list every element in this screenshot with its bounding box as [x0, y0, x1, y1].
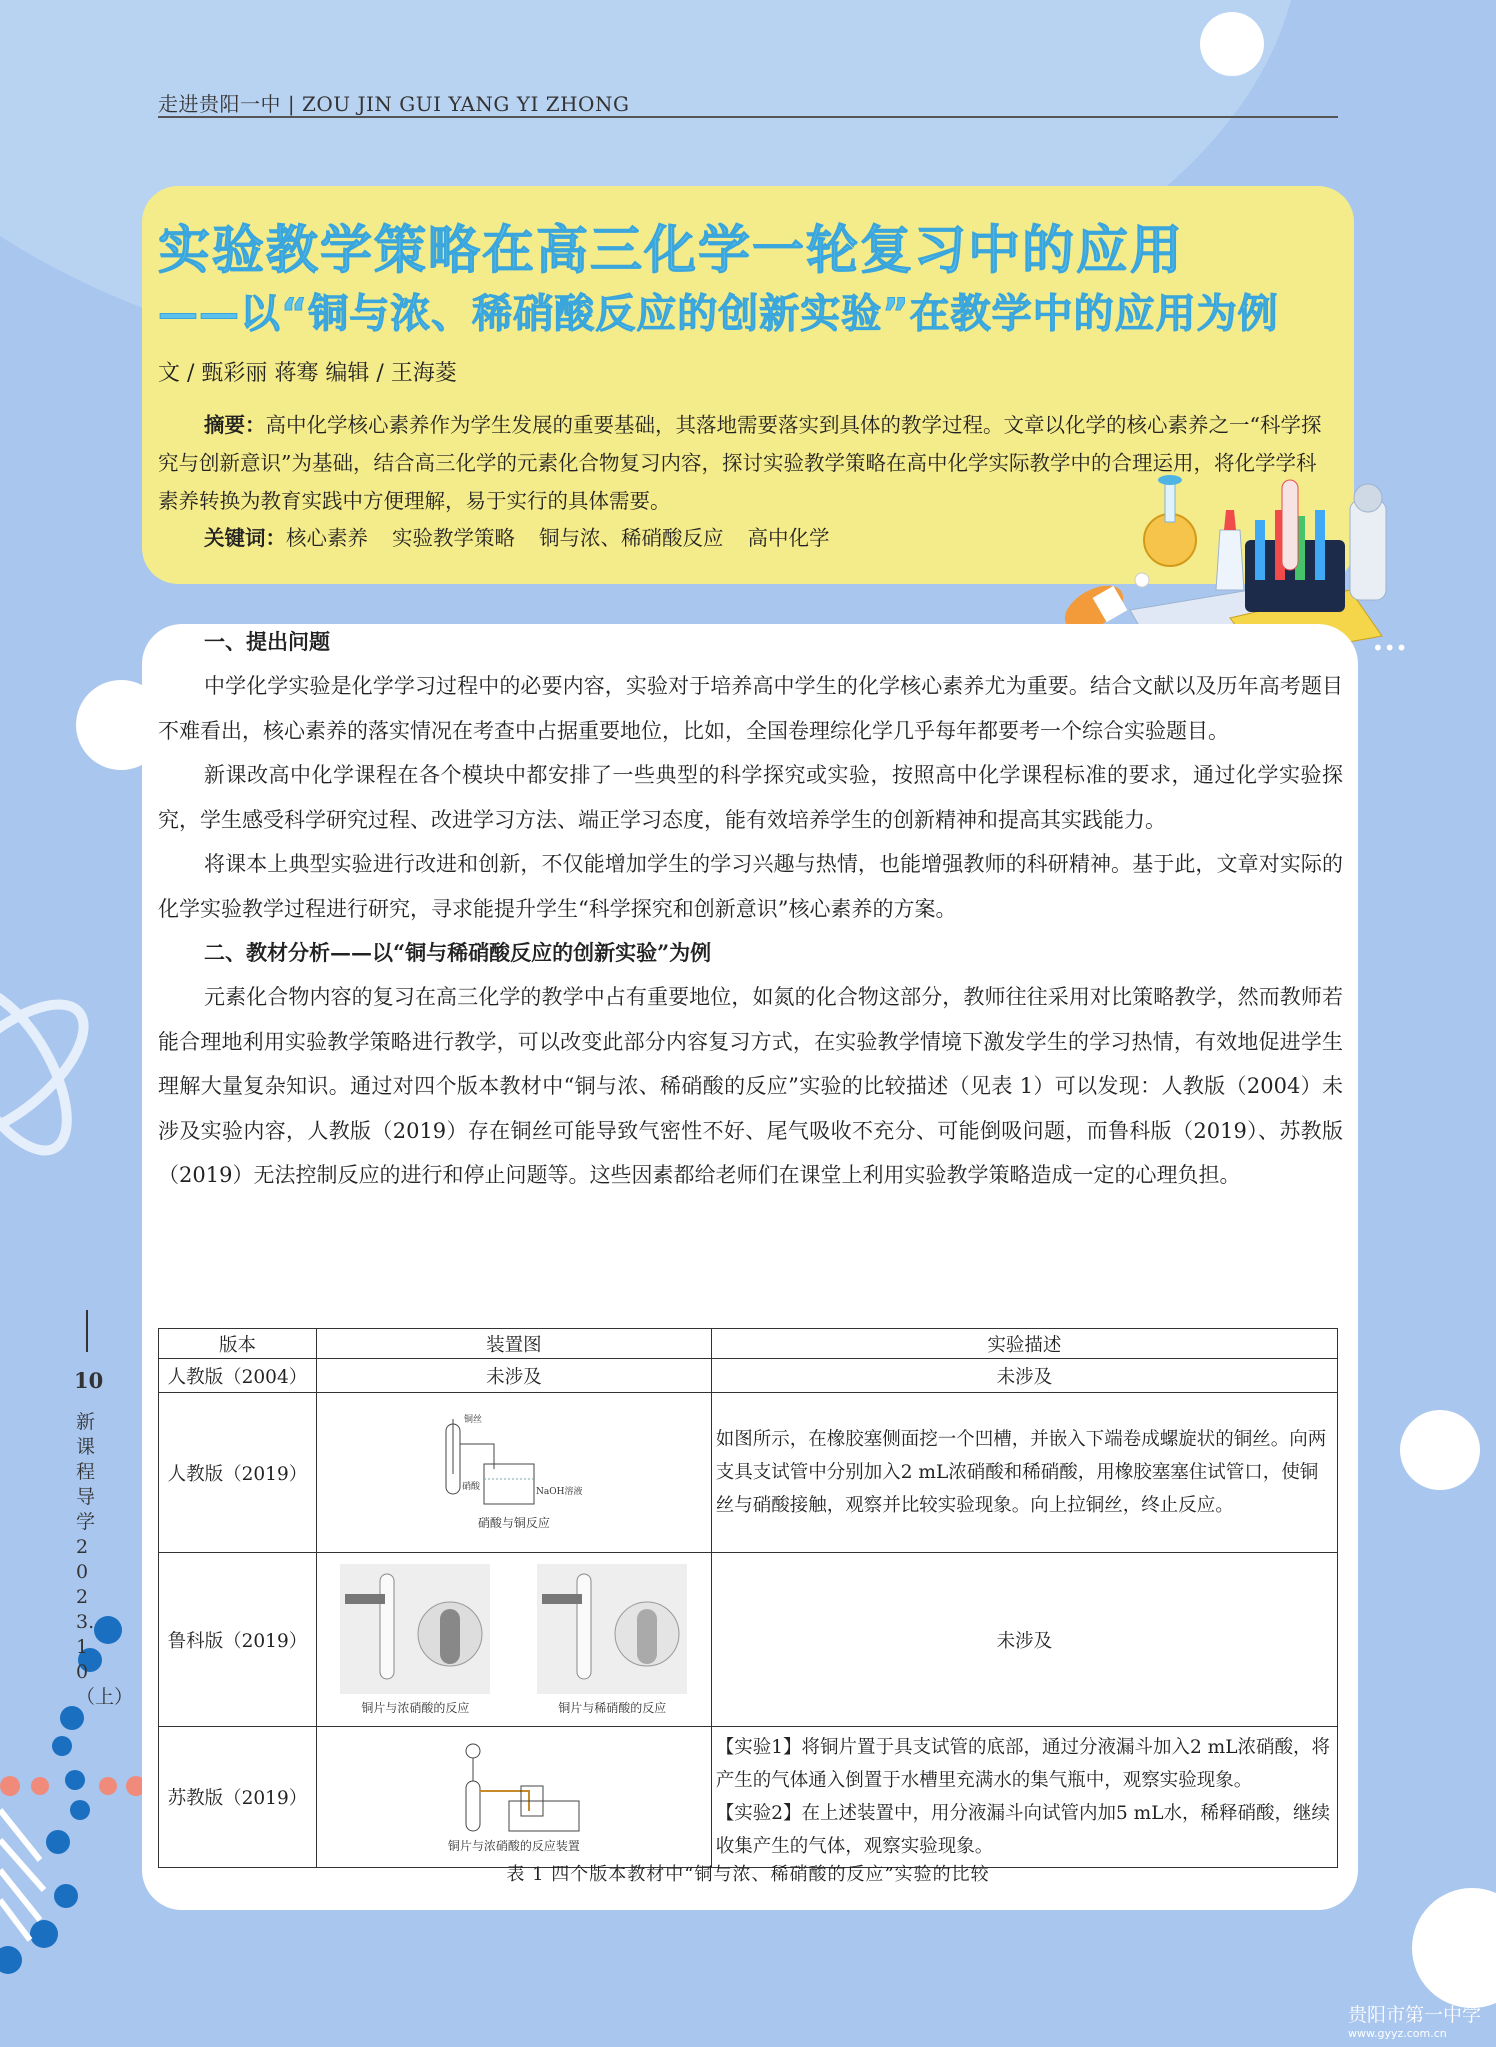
abstract-text: 高中化学核心素养作为学生发展的重要基础，其落地需要落实到具体的教学过程。文章以化学的核心素养之一“科学探究与创新意识”为基础，结合高三化学的元素化合物复习内容，探讨实验教学策略在高中化学实际教学中的合理运用，将化学学科素养转换为教育实践中方便理解，易于实行的具体需要。 — [158, 413, 1322, 513]
table-row — [159, 1553, 1338, 1727]
paragraph: 将课本上典型实验进行改进和创新，不仅能增加学生的学习兴趣与热情，也能增强教师的科研精神。基于此，文章对实际的化学实验教学过程进行研究，寻求能提升学生“科学探究和创新意识”核心素养的方案。 — [158, 852, 1343, 921]
abstract-label: 摘要： — [204, 413, 266, 437]
table-header-row — [159, 1329, 1338, 1359]
edition-cell: 鲁科版（2019） — [159, 1553, 317, 1727]
section-heading: 一、提出问题 — [204, 629, 330, 654]
comparison-table — [158, 1328, 1338, 1868]
apparatus-label: 铜丝 — [463, 1415, 482, 1425]
table-row — [159, 1727, 1338, 1868]
watermark — [1348, 2000, 1481, 2040]
paragraph: 中学化学实验是化学学习过程中的必要内容，实验对于培养高中学生的化学核心素养尤为重要。结合文献以及历年高考题目不难看出，核心素养的落实情况在考查中占据重要地位，比如，全国卷理综化学几乎每年都要考一个综合实验题目。 — [158, 674, 1343, 743]
figure-cell: 未涉及 — [316, 1359, 711, 1393]
header-rule — [158, 116, 1338, 118]
edition-cell: 苏教版（2019） — [159, 1727, 317, 1868]
article-subtitle: ——以“铜与浓、稀硝酸反应的创新实验”在教学中的应用为例 — [158, 291, 1279, 337]
figure-caption: 铜片与浓硝酸的反应装置 — [447, 1838, 580, 1853]
desc-cell: 未涉及 — [711, 1553, 1337, 1727]
table-header: 装置图 — [316, 1329, 711, 1359]
figure-caption: 硝酸与铜反应 — [477, 1516, 550, 1530]
journal-name: 新课程导学 2023.10（上） — [76, 1411, 134, 1708]
paragraph: 新课改高中化学课程在各个模块中都安排了一些典型的科学探究或实验，按照高中化学课程标准的要求，通过化学实验探究，学生感受科学研究过程、改进学习方法、端正学习态度，能有效培养学生的创新精神和提高其实践能力。 — [158, 763, 1343, 832]
article-title: 实验教学策略在高三化学一轮复习中的应用 — [158, 221, 1185, 281]
photo-dilute — [537, 1564, 687, 1694]
apparatus-diagram — [439, 1741, 589, 1837]
bg-dot-white — [1200, 12, 1264, 76]
figure-caption: 铜片与稀硝酸的反应 — [558, 1700, 667, 1715]
bg-dot-white — [1412, 1888, 1496, 2008]
watermark-text: 贵阳市第一中学 — [1348, 2004, 1482, 2026]
figure-cell — [316, 1727, 711, 1868]
apparatus-label: 硝酸 — [461, 1482, 480, 1492]
experiment-1: 【实验1】将铜片置于具支试管的底部，通过分液漏斗加入2 mL浓硝酸，将产生的气体通入倒置于水槽里充满水的集气瓶中，观察实验现象。 — [715, 1737, 1331, 1791]
article-body — [158, 620, 1343, 1198]
figure-cell — [316, 1393, 711, 1553]
paragraph: 元素化合物内容的复习在高三化学的教学中占有重要地位，如氮的化合物这部分，教师往往采用对比策略教学，然而教师若能合理地利用实验教学策略进行教学，可以改变此部分内容复习方式，在实验教学情境下激发学生的学习热情，有效地促进学生理解大量复杂知识。通过对四个版本教材中“铜与浓、稀硝酸的反应”实验的比较描述（见表 1）可以发现：人教版（2004）未涉及实验内容，人教版（2019）存在铜丝可能导致气密性不好、尾气吸收不充分、可能倒吸问题，而鲁科版（2019）、苏教版（2019）无法控制反应的进行和停止问题等。这些因素都给老师们在课堂上利用实验教学策略造成一定的心理负担。 — [158, 985, 1343, 1187]
table-row — [159, 1393, 1338, 1553]
apparatus-label: NaOH溶液 — [535, 1487, 583, 1497]
desc-cell: 如图所示，在橡胶塞侧面挖一个凹槽，并嵌入下端卷成螺旋状的铜丝。向两支具支试管中分别加入2 mL浓硝酸和稀硝酸，用橡胶塞塞住试管口，使铜丝与硝酸接触，观察并比较实验现象。向上拉铜丝，终止反应。 — [711, 1393, 1337, 1553]
watermark-url: www.gyyz.com.cn — [1348, 2027, 1447, 2040]
table-row — [159, 1359, 1338, 1393]
keywords — [204, 521, 854, 551]
keyword: 铜与浓、稀硝酸反应 — [539, 526, 724, 550]
section-heading: 二、教材分析——以“铜与稀硝酸反应的创新实验”为例 — [204, 940, 712, 965]
keyword: 实验教学策略 — [392, 526, 515, 550]
page-number: 10 — [74, 1368, 104, 1393]
figure-cell — [316, 1553, 711, 1727]
ellipsis-dots: ••• — [1372, 636, 1408, 660]
table-header: 版本 — [159, 1329, 317, 1359]
desc-cell — [711, 1727, 1337, 1868]
edition-cell: 人教版（2004） — [159, 1359, 317, 1393]
photo-concentrated — [340, 1564, 490, 1694]
experiment-2: 【实验2】在上述装置中，用分液漏斗向试管内加5 mL水，稀释硝酸，继续收集产生的气体，观察实验现象。 — [715, 1803, 1331, 1857]
keyword: 高中化学 — [747, 526, 830, 550]
apparatus-diagram — [424, 1414, 604, 1514]
figure-caption: 铜片与浓硝酸的反应 — [361, 1700, 470, 1715]
bg-dot-white — [1400, 1410, 1480, 1490]
table-caption: 表 1 四个版本教材中“铜与浓、稀硝酸的反应”实验的比较 — [506, 1864, 990, 1885]
side-rule — [86, 1310, 88, 1352]
desc-cell: 未涉及 — [711, 1359, 1337, 1393]
keyword: 核心素养 — [286, 526, 368, 550]
byline: 文 / 甄彩丽 蒋骞 编辑 / 王海菱 — [158, 361, 457, 386]
edition-cell: 人教版（2019） — [159, 1393, 317, 1553]
table-header: 实验描述 — [711, 1329, 1337, 1359]
keywords-label: 关键词： — [204, 526, 286, 550]
atom-orbit-decor — [0, 920, 140, 1220]
running-header: 走进贵阳一中 | ZOU JIN GUI YANG YI ZHONG — [158, 92, 630, 116]
